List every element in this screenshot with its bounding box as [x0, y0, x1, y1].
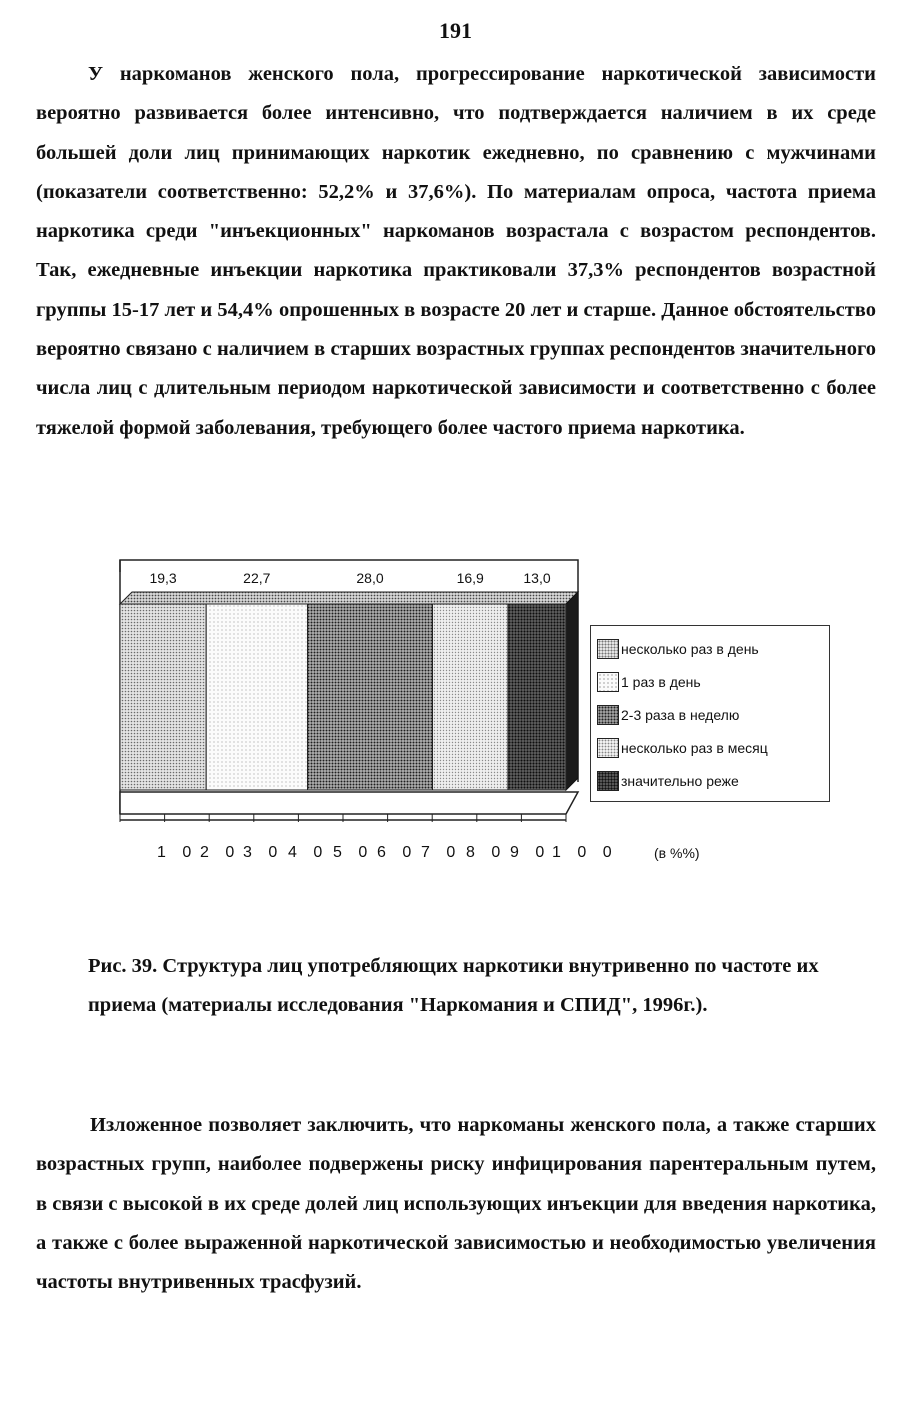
- legend-label-4: несколько раз в месяц: [621, 740, 768, 756]
- bar-segment-2: [206, 604, 307, 790]
- chart-legend: [590, 625, 830, 802]
- legend-swatch-5: [597, 771, 619, 791]
- x-tick-label: 6 0: [377, 844, 418, 861]
- legend-label-2: 1 раз в день: [621, 674, 701, 690]
- legend-label-1: несколько раз в день: [621, 641, 759, 657]
- x-tick-label: 9 0: [510, 844, 551, 861]
- x-tick-label: 7 0: [421, 844, 462, 861]
- legend-item-1: [597, 638, 759, 660]
- legend-label-3: 2-3 раза в неделю: [621, 707, 740, 723]
- value-label-3: 28,0: [356, 570, 384, 586]
- legend-label-5: значительно реже: [621, 773, 739, 789]
- x-tick-label: 2 0: [200, 844, 241, 861]
- legend-item-2: [597, 671, 701, 693]
- value-label-5: 13,0: [523, 570, 551, 586]
- x-tick-label: 1 0: [157, 844, 198, 861]
- value-label-4: 16,9: [456, 570, 484, 586]
- page-number: 191: [439, 18, 472, 43]
- x-axis-unit: (в %%): [654, 845, 700, 861]
- legend-swatch-4: [597, 738, 619, 758]
- body-paragraph-2: Изложенное позволяет заключить, что наркоманы женского пола, а также старших возрастных групп, наиболее подвержены риску инфицирования парентеральным путем, в связи с высокой в их среде долей лиц использующих инъекции для введения наркотика, а также с более выраженной наркотической зависимостью и необходимостью увеличения частоты внутривенных трасфузий.: [36, 1114, 876, 1294]
- bar-segment-3: [308, 604, 433, 790]
- legend-swatch-3: [597, 705, 619, 725]
- x-tick-label: 8 0: [466, 844, 507, 861]
- bar-segment-5: [508, 604, 566, 790]
- legend-item-3: [597, 704, 739, 726]
- x-tick-label: 1 0 0: [552, 844, 618, 861]
- value-label-2: 22,7: [243, 570, 271, 586]
- x-axis-labels: [157, 844, 700, 866]
- value-label-1: 19,3: [149, 570, 177, 586]
- figure-caption: Рис. 39. Структура лиц употребляющих наркотики внутривенно по частоте их приема (материалы исследования "Наркомания и СПИД", 1996г.).: [88, 955, 819, 1017]
- bar-segment-1: [120, 604, 206, 790]
- legend-item-4: [597, 737, 768, 759]
- legend-swatch-2: [597, 672, 619, 692]
- stacked-bar-chart: [100, 552, 840, 872]
- bar-segment-4: [433, 604, 508, 790]
- chart-canvas: [100, 552, 590, 842]
- x-tick-label: 4 0: [288, 844, 329, 861]
- body-paragraph-1: У наркоманов женского пола, прогрессирование наркотической зависимости вероятно развивается более интенсивно, что подтверждается наличием в их среде большей доли лиц принимающих наркотик ежедневно, по сравнению с мужчинами (показатели соответственно: 52,2% и 37,6%). По материалам опроса, частота приема наркотика среди "инъекционных" наркоманов возрастала с возрастом респондентов. Так, ежедневные инъекции наркотика практиковали 37,3% респондентов возрастной группы 15-17 лет и 54,4% опрошенных в возрасте 20 лет и старше. Данное обстоятельство вероятно связано с наличием в старших возрастных группах респондентов значительного числа лиц с длительным периодом наркотической зависимости и соответственно с более тяжелой формой заболевания, требующего более частого приема наркотика.: [36, 63, 876, 439]
- legend-swatch-1: [597, 639, 619, 659]
- x-tick-label: 5 0: [333, 844, 374, 861]
- x-tick-label: 3 0: [243, 844, 284, 861]
- legend-item-5: [597, 770, 739, 792]
